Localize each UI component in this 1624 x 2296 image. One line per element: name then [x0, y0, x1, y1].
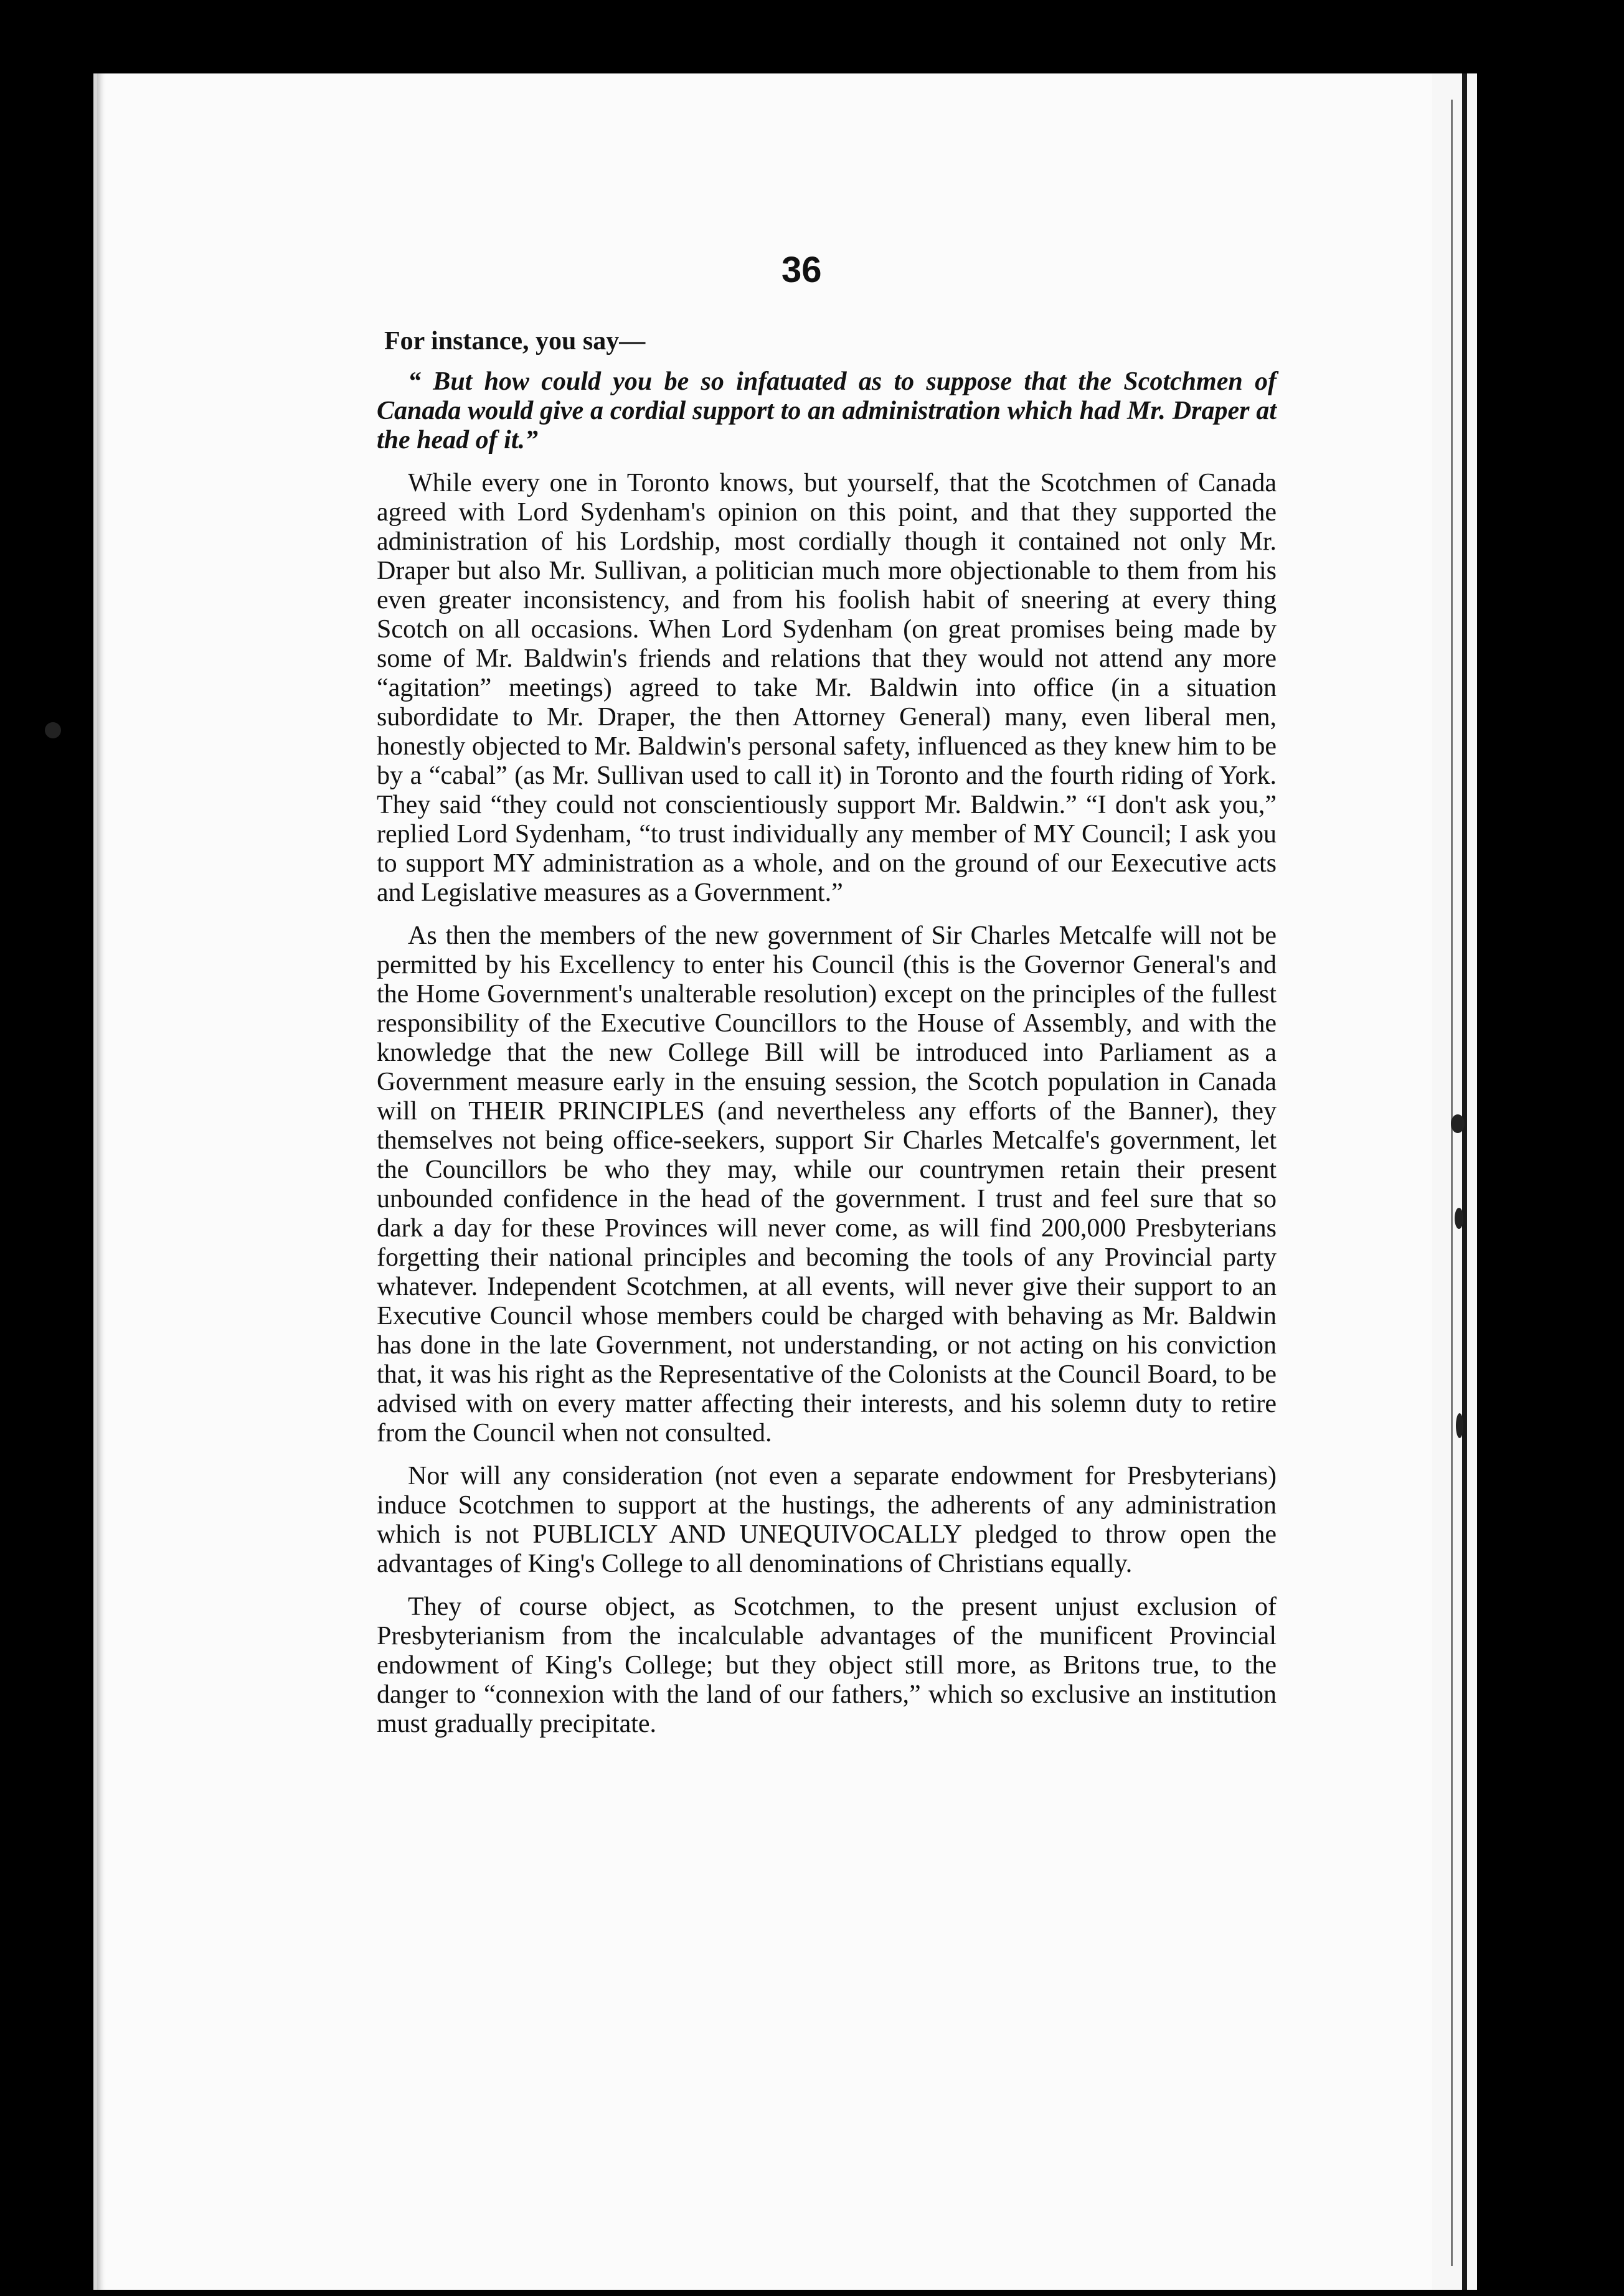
- paragraph: While every one in Toronto knows, but yourself, that the Scotchmen of Canada agreed with Lord Sydenham's opinion on this point, and that they supported the administration of his Lordship, most cordially though it contained not only Mr. Draper but also Mr. Sullivan, a politician much more objectionable to them from his even greater inconsistency, and from his foolish habit of sneering at every thing Scotch on all occasions. When Lord Sydenham (on great promises being made by some of Mr. Baldwin's friends and relations that they would not attend any more “agitation” meetings) agreed to take Mr. Baldwin into office (in a situation subordidate to Mr. Draper, the then Attorney General) many, even liberal men, honestly objected to Mr. Baldwin's personal safety, influenced as they knew him to be by a “cabal” (as Mr. Sullivan used to call it) in Toronto and the fourth riding of York. They said “they could not conscientiously support Mr. Baldwin.” “I don't ask you,” replied Lord Sydenham, “to trust individually any member of MY Council; I ask you to support MY administration as a whole, and on the ground of our Eexecutive acts and Legislative measures as a Government.”: [377, 469, 1277, 907]
- quotation: “ But how could you be so infatuated as to suppose that the Scotchmen of Canada would give a cordial support to an administration which had Mr. Draper at the head of it.”: [377, 367, 1277, 454]
- scan-speck: [1451, 1114, 1465, 1133]
- paragraph: Nor will any consideration (not even a separate endowment for Presbyterians) induce Scotchmen to support at the hustings, the adherents of any administration which is not PUBLICLY AND UNEQUIVOCALLY pledged to throw open the advantages of King's College to all denominations of Christians equally.: [377, 1462, 1277, 1578]
- scan-speck: [1455, 1208, 1463, 1229]
- body-text: [377, 327, 1277, 1753]
- page-edge-strip: [1432, 73, 1477, 2290]
- scan-speck: [45, 722, 61, 738]
- lead-line: For instance, you say—: [384, 327, 646, 355]
- binding-edge: [1462, 73, 1467, 2290]
- paragraph: They of course object, as Scotchmen, to the present unjust exclusion of Presbyterianism from the incalculable advantages of the munificent Provincial endowment of King's College; but they object still more, as Britons true, to the danger to “connexion with the land of our fathers,” which so exclusive an institution must gradually precipitate.: [377, 1593, 1277, 1738]
- page-fold-line: [1451, 100, 1453, 2266]
- page-number: 36: [781, 250, 822, 290]
- paragraph: As then the members of the new government of Sir Charles Metcalfe will not be permitted by his Excellency to enter his Council (this is the Governor General's and the Home Government's unalterable resolution) except on the principles of the fullest responsibility of the Executive Councillors to the House of Assembly, and with the knowledge that the new College Bill will be introduced into Parliament as a Government measure early in the ensuing session, the Scotch population in Canada will on THEIR PRINCIPLES (and nevertheless any efforts of the Banner), they themselves not being office-seekers, support Sir Charles Metcalfe's government, let the Councillors be who they may, while our countrymen retain their present unbounded confidence in the head of the government. I trust and feel sure that so dark a day for these Provinces will never come, as will find 200,000 Presbyterians forgetting their national principles and becoming the tools of any Provincial party whatever. Independent Scotchmen, at all events, will never give their support to an Executive Council whose members could be charged with behaving as Mr. Baldwin has done in the late Government, not understanding, or not acting on his conviction that, it was his right as the Representative of the Colonists at the Council Board, to be advised with on every matter affecting their interests, and his solemn duty to retire from the Council when not consulted.: [377, 921, 1277, 1447]
- scan-speck: [1456, 1413, 1463, 1438]
